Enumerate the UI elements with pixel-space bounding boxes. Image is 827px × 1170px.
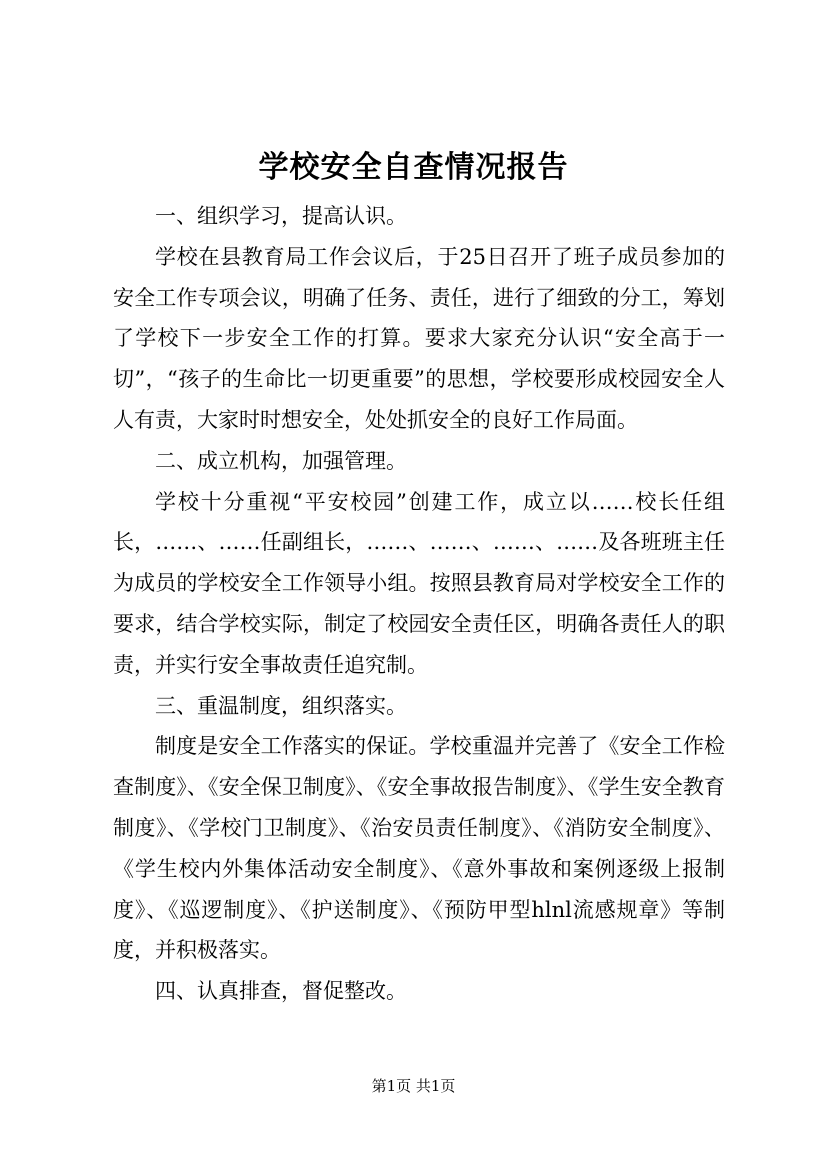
page-footer: 第1页 共1页 <box>371 1077 456 1095</box>
section-heading: 二、成立机构，加强管理。 <box>155 448 407 473</box>
section-paragraph: 制度是安全工作落实的保证。学校重温并完善了《安全工作检查制度》、《安全保卫制度》、《安全事故报告制度》、《学生安全教育制度》、《学校门卫制度》、《治安员责任制度》、《消防安全制度》、《学生校内外集体活动安全制度》、《意外事故和案例逐级上报制度》、《巡逻制度》、《护送制度》、《预防甲型hlnl流感规章》等制度，并积极落实。 <box>113 734 725 963</box>
document-body <box>113 196 725 1012</box>
section-heading: 一、组织学习，提高认识。 <box>155 204 407 228</box>
section-paragraph: 学校在县教育局工作会议后，于25日召开了班子成员参加的安全工作专项会议，明确了任务、责任，进行了细致的分工，筹划了学校下一步安全工作的打算。要求大家充分认识“安全高于一切”，“孩子的生命比一切更重要”的思想，学校要形成校园安全人人有责，大家时时想安全，处处抓安全的良好工作局面。 <box>113 244 725 432</box>
section-paragraph: 学校十分重视“平安校园”创建工作，成立以……校长任组长，……、……任副组长，……、……、……、……及各班班主任为成员的学校安全工作领导小组。按照县教育局对学校安全工作的要求，结合学校实际，制定了校园安全责任区，明确各责任人的职责，并实行安全事故责任追究制。 <box>113 489 725 677</box>
section-heading: 三、重温制度，组织落实。 <box>155 693 407 718</box>
section-heading: 四、认真排查，督促整改。 <box>155 979 407 1004</box>
document-title: 学校安全自查情况报告 <box>258 150 569 185</box>
